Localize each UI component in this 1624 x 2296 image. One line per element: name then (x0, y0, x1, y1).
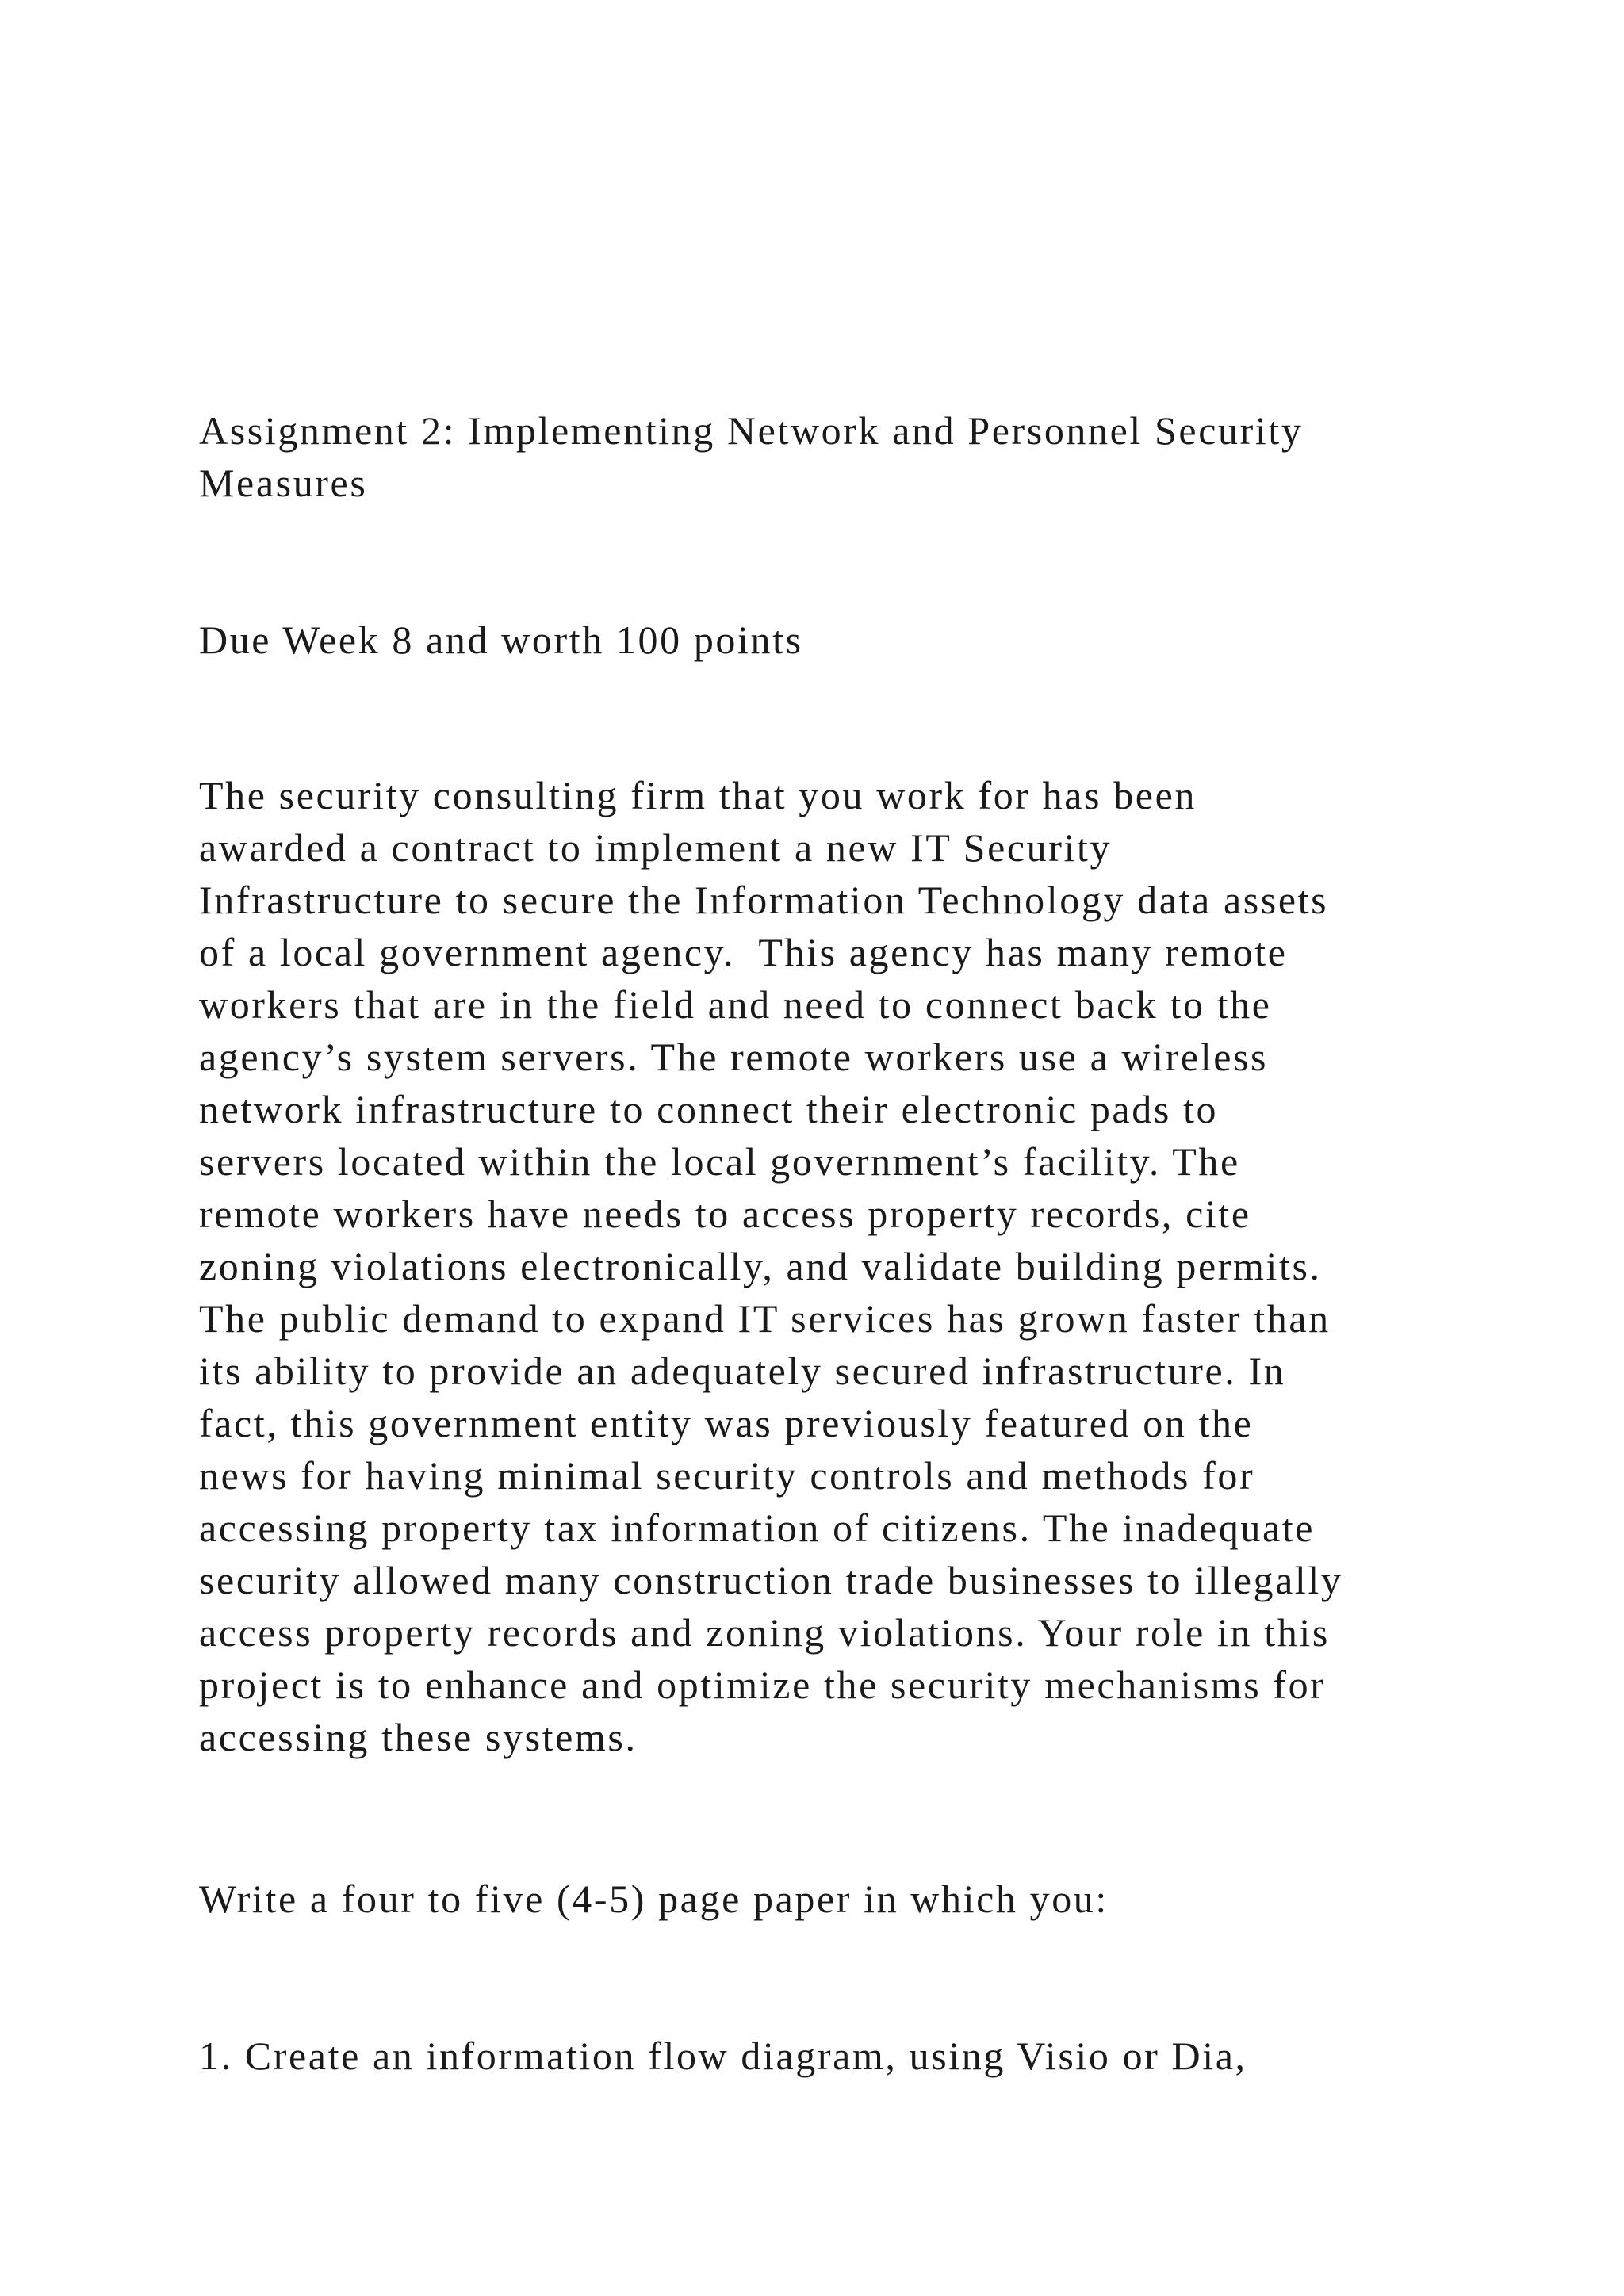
scenario-paragraph (199, 769, 1507, 1763)
paragraph-line: The public demand to expand IT services has grown faster than (199, 1296, 1331, 1341)
paragraph-line: The security consulting firm that you work for has been (199, 773, 1197, 817)
paragraph-line: zoning violations electronically, and validate building permits. (199, 1244, 1322, 1288)
paragraph-line: news for having minimal security controls and methods for (199, 1453, 1255, 1498)
title-line: Measures (199, 461, 368, 505)
paragraph-line: workers that are in the field and need to connect back to the (199, 982, 1272, 1027)
paragraph-line: of a local government agency. This agency has many remote (199, 930, 1288, 974)
paragraph-line: accessing property tax information of citizens. The inadequate (199, 1506, 1316, 1550)
paragraph-line: Infrastructure to secure the Information Technology data assets (199, 878, 1329, 922)
paragraph-line: security allowed many construction trade businesses to illegally (199, 1558, 1343, 1602)
instruction-line: Write a four to five (4-5) page paper in which you: (199, 1877, 1109, 1921)
paragraph-line: remote workers have needs to access property records, cite (199, 1192, 1251, 1236)
paragraph-line: agency’s system servers. The remote workers use a wireless (199, 1035, 1269, 1079)
assignment-title (199, 404, 1507, 509)
list-item: 1. Create an information flow diagram, using Visio or Dia, (199, 2034, 1247, 2078)
paragraph-line: awarded a contract to implement a new IT Security (199, 825, 1113, 870)
paragraph-line: servers located within the local government’s facility. The (199, 1139, 1240, 1184)
title-line: Assignment 2: Implementing Network and Personnel Security (199, 408, 1304, 453)
paragraph-line: accessing these systems. (199, 1715, 638, 1759)
paragraph-line: access property records and zoning violations. Your role in this (199, 1610, 1330, 1655)
paragraph-line: project is to enhance and optimize the security mechanisms for (199, 1663, 1326, 1707)
paragraph-line: network infrastructure to connect their electronic pads to (199, 1087, 1219, 1131)
due-date-line: Due Week 8 and worth 100 points (199, 618, 803, 662)
paragraph-line: fact, this government entity was previously featured on the (199, 1401, 1254, 1445)
paragraph-line: its ability to provide an adequately secured infrastructure. In (199, 1349, 1286, 1393)
